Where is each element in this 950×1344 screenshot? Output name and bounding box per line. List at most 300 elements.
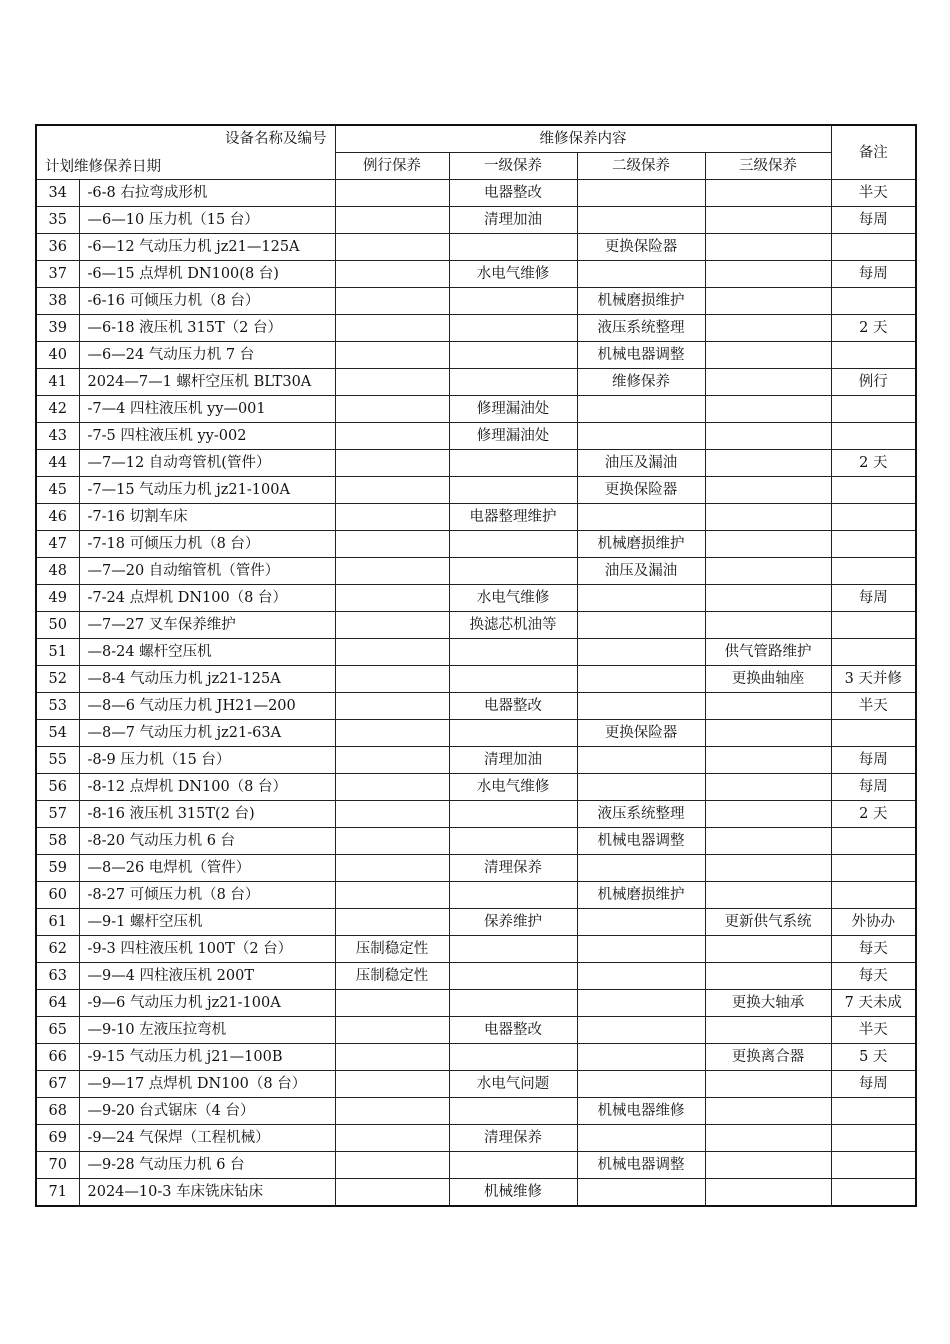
level1-cell: 修理漏油处 [449, 423, 577, 450]
equipment-name-cell: -8-9 压力机（15 台） [79, 747, 335, 774]
level3-cell [705, 1179, 831, 1207]
row-number-cell: 64 [36, 990, 79, 1017]
equipment-name-cell: -7-24 点焊机 DN100（8 台） [79, 585, 335, 612]
routine-cell [335, 585, 449, 612]
equipment-name-cell: -8-12 点焊机 DN100（8 台） [79, 774, 335, 801]
level3-cell: 更换大轴承 [705, 990, 831, 1017]
routine-cell [335, 531, 449, 558]
row-number-cell: 58 [36, 828, 79, 855]
remark-cell [831, 396, 916, 423]
level1-cell [449, 990, 577, 1017]
table-row [36, 396, 916, 423]
table-row [36, 1071, 916, 1098]
level1-cell: 清理加油 [449, 207, 577, 234]
row-number-cell: 68 [36, 1098, 79, 1125]
level1-cell [449, 720, 577, 747]
remark-cell: 每周 [831, 1071, 916, 1098]
row-number-cell: 37 [36, 261, 79, 288]
level1-cell [449, 342, 577, 369]
remark-cell [831, 855, 916, 882]
level1-cell: 电器整改 [449, 1017, 577, 1044]
maintenance-plan-table [35, 124, 917, 1207]
routine-cell [335, 315, 449, 342]
level2-cell [577, 180, 705, 207]
equipment-header: 设备名称及编号 [225, 131, 327, 147]
row-number-cell: 66 [36, 1044, 79, 1071]
level3-cell [705, 963, 831, 990]
level3-header: 三级保养 [705, 153, 831, 180]
row-number-cell: 35 [36, 207, 79, 234]
level2-header: 二级保养 [577, 153, 705, 180]
row-number-cell: 71 [36, 1179, 79, 1207]
equipment-name-cell: -9—6 气动压力机 jz21-100A [79, 990, 335, 1017]
level2-cell: 液压系统整理 [577, 315, 705, 342]
row-number-cell: 61 [36, 909, 79, 936]
row-number-cell: 49 [36, 585, 79, 612]
equipment-name-cell: —9-10 左液压拉弯机 [79, 1017, 335, 1044]
table-row [36, 1044, 916, 1071]
level1-cell [449, 666, 577, 693]
content-header: 维修保养内容 [335, 125, 831, 153]
table-row [36, 774, 916, 801]
row-number-cell: 45 [36, 477, 79, 504]
level3-cell [705, 828, 831, 855]
table-row [36, 558, 916, 585]
table-row [36, 261, 916, 288]
row-number-cell: 59 [36, 855, 79, 882]
routine-cell [335, 207, 449, 234]
remark-cell [831, 423, 916, 450]
level1-cell: 水电气问题 [449, 1071, 577, 1098]
table-row [36, 612, 916, 639]
remark-cell: 例行 [831, 369, 916, 396]
level2-cell: 机械电器维修 [577, 1098, 705, 1125]
row-number-cell: 36 [36, 234, 79, 261]
routine-cell [335, 504, 449, 531]
corner-header-cell [36, 125, 335, 180]
remark-cell [831, 1179, 916, 1207]
level2-cell [577, 990, 705, 1017]
table-row [36, 963, 916, 990]
table-row [36, 990, 916, 1017]
level1-cell [449, 1044, 577, 1071]
level3-cell [705, 585, 831, 612]
routine-cell [335, 450, 449, 477]
routine-cell [335, 288, 449, 315]
equipment-name-cell: -8-27 可倾压力机（8 台） [79, 882, 335, 909]
level2-cell [577, 774, 705, 801]
equipment-name-cell: —6-18 液压机 315T（2 台） [79, 315, 335, 342]
level1-cell [449, 963, 577, 990]
level1-cell [449, 639, 577, 666]
level1-cell [449, 531, 577, 558]
remark-cell: 5 天 [831, 1044, 916, 1071]
remark-cell: 半天 [831, 1017, 916, 1044]
remark-cell: 每天 [831, 963, 916, 990]
routine-cell [335, 234, 449, 261]
table-row [36, 1125, 916, 1152]
remark-cell: 2 天 [831, 450, 916, 477]
table-row [36, 342, 916, 369]
level1-cell: 清理加油 [449, 747, 577, 774]
level1-cell [449, 882, 577, 909]
table-row [36, 450, 916, 477]
level1-cell: 修理漏油处 [449, 396, 577, 423]
row-number-cell: 39 [36, 315, 79, 342]
equipment-name-cell: -6—12 气动压力机 jz21—125A [79, 234, 335, 261]
level3-cell [705, 1071, 831, 1098]
remark-cell: 外协办 [831, 909, 916, 936]
level2-cell: 油压及漏油 [577, 558, 705, 585]
level1-cell [449, 936, 577, 963]
level3-cell [705, 288, 831, 315]
equipment-name-cell: —8—7 气动压力机 jz21-63A [79, 720, 335, 747]
table-row [36, 747, 916, 774]
remark-cell [831, 1125, 916, 1152]
table-row [36, 477, 916, 504]
level3-cell [705, 612, 831, 639]
level2-cell [577, 423, 705, 450]
row-number-cell: 69 [36, 1125, 79, 1152]
table-row [36, 234, 916, 261]
row-number-cell: 43 [36, 423, 79, 450]
level2-cell [577, 1017, 705, 1044]
remark-header: 备注 [831, 125, 916, 180]
table-row [36, 1179, 916, 1207]
remark-cell: 每周 [831, 774, 916, 801]
level2-cell [577, 909, 705, 936]
level3-cell [705, 234, 831, 261]
level2-cell: 机械电器调整 [577, 342, 705, 369]
level2-cell [577, 747, 705, 774]
routine-cell [335, 855, 449, 882]
equipment-name-cell: —8—6 气动压力机 JH21—200 [79, 693, 335, 720]
routine-header: 例行保养 [335, 153, 449, 180]
table-row [36, 801, 916, 828]
level1-cell: 电器整改 [449, 180, 577, 207]
level2-cell [577, 855, 705, 882]
level2-cell: 更换保险器 [577, 477, 705, 504]
row-number-cell: 42 [36, 396, 79, 423]
level2-cell [577, 1044, 705, 1071]
table-row [36, 936, 916, 963]
routine-cell [335, 612, 449, 639]
table-row [36, 720, 916, 747]
remark-cell: 半天 [831, 180, 916, 207]
remark-cell: 每周 [831, 207, 916, 234]
row-number-cell: 47 [36, 531, 79, 558]
routine-cell [335, 1044, 449, 1071]
equipment-name-cell: —7—12 自动弯管机(管件） [79, 450, 335, 477]
level2-cell [577, 585, 705, 612]
routine-cell [335, 828, 449, 855]
equipment-name-cell: —7—20 自动缩管机（管件） [79, 558, 335, 585]
table-row [36, 1152, 916, 1179]
equipment-name-cell: —8—26 电焊机（管件） [79, 855, 335, 882]
routine-cell [335, 342, 449, 369]
level1-cell: 清理保养 [449, 1125, 577, 1152]
equipment-name-cell: -7-18 可倾压力机（8 台） [79, 531, 335, 558]
equipment-name-cell: —6—10 压力机（15 台） [79, 207, 335, 234]
table-row [36, 639, 916, 666]
level2-cell [577, 639, 705, 666]
routine-cell [335, 1017, 449, 1044]
level3-cell [705, 423, 831, 450]
remark-cell [831, 720, 916, 747]
row-number-cell: 50 [36, 612, 79, 639]
table-row [36, 855, 916, 882]
routine-cell [335, 423, 449, 450]
row-number-cell: 48 [36, 558, 79, 585]
level3-cell [705, 369, 831, 396]
equipment-name-cell: -7-16 切割车床 [79, 504, 335, 531]
level2-cell: 机械磨损维护 [577, 531, 705, 558]
level3-cell [705, 774, 831, 801]
equipment-name-cell: —9-20 台式锯床（4 台） [79, 1098, 335, 1125]
routine-cell: 压制稳定性 [335, 936, 449, 963]
level1-cell: 机械维修 [449, 1179, 577, 1207]
row-number-cell: 34 [36, 180, 79, 207]
table-row [36, 180, 916, 207]
level2-cell [577, 693, 705, 720]
level1-cell: 水电气维修 [449, 261, 577, 288]
routine-cell [335, 801, 449, 828]
level1-cell [449, 828, 577, 855]
remark-cell [831, 612, 916, 639]
remark-cell: 每周 [831, 747, 916, 774]
table-row [36, 288, 916, 315]
level3-cell [705, 315, 831, 342]
remark-cell [831, 477, 916, 504]
row-number-cell: 56 [36, 774, 79, 801]
level2-cell [577, 936, 705, 963]
level2-cell [577, 963, 705, 990]
level2-cell: 机械磨损维护 [577, 882, 705, 909]
remark-cell [831, 234, 916, 261]
table-row [36, 315, 916, 342]
row-number-cell: 40 [36, 342, 79, 369]
level2-cell [577, 207, 705, 234]
equipment-name-cell: -7—4 四柱液压机 yy—001 [79, 396, 335, 423]
level3-cell: 更换离合器 [705, 1044, 831, 1071]
level1-cell [449, 315, 577, 342]
level2-cell: 油压及漏油 [577, 450, 705, 477]
level1-cell [449, 1098, 577, 1125]
level1-cell: 水电气维修 [449, 585, 577, 612]
level2-cell [577, 396, 705, 423]
equipment-name-cell: —8-24 螺杆空压机 [79, 639, 335, 666]
equipment-name-cell: —9—4 四柱液压机 200T [79, 963, 335, 990]
level2-cell: 机械电器调整 [577, 828, 705, 855]
level1-cell [449, 801, 577, 828]
row-number-cell: 65 [36, 1017, 79, 1044]
routine-cell: 压制稳定性 [335, 963, 449, 990]
equipment-name-cell: 2024—7—1 螺杆空压机 BLT30A [79, 369, 335, 396]
routine-cell [335, 639, 449, 666]
remark-cell: 每天 [831, 936, 916, 963]
routine-cell [335, 882, 449, 909]
level3-cell [705, 180, 831, 207]
equipment-name-cell: -6-8 右拉弯成形机 [79, 180, 335, 207]
routine-cell [335, 693, 449, 720]
level2-cell: 维修保养 [577, 369, 705, 396]
level3-cell [705, 855, 831, 882]
level1-cell: 清理保养 [449, 855, 577, 882]
equipment-name-cell: —6—24 气动压力机 7 台 [79, 342, 335, 369]
level3-cell [705, 882, 831, 909]
level1-cell [449, 1152, 577, 1179]
routine-cell [335, 747, 449, 774]
level3-cell [705, 1017, 831, 1044]
table-row [36, 504, 916, 531]
routine-cell [335, 1152, 449, 1179]
routine-cell [335, 180, 449, 207]
level2-cell [577, 1125, 705, 1152]
row-number-cell: 41 [36, 369, 79, 396]
equipment-name-cell: -9-3 四柱液压机 100T（2 台） [79, 936, 335, 963]
level2-cell: 机械电器调整 [577, 1152, 705, 1179]
level3-cell [705, 1098, 831, 1125]
row-number-cell: 54 [36, 720, 79, 747]
level1-cell [449, 450, 577, 477]
level3-cell [705, 1125, 831, 1152]
level1-cell [449, 288, 577, 315]
level2-cell [577, 261, 705, 288]
remark-cell: 2 天 [831, 801, 916, 828]
remark-cell: 半天 [831, 693, 916, 720]
level3-cell [705, 450, 831, 477]
level2-cell [577, 1071, 705, 1098]
routine-cell [335, 990, 449, 1017]
remark-cell: 每周 [831, 261, 916, 288]
row-number-cell: 38 [36, 288, 79, 315]
equipment-name-cell: —9—17 点焊机 DN100（8 台） [79, 1071, 335, 1098]
row-number-cell: 70 [36, 1152, 79, 1179]
equipment-name-cell: -7—15 气动压力机 jz21-100A [79, 477, 335, 504]
equipment-name-cell: -7-5 四柱液压机 yy-002 [79, 423, 335, 450]
equipment-name-cell: —9-1 螺杆空压机 [79, 909, 335, 936]
level1-cell: 水电气维修 [449, 774, 577, 801]
remark-cell [831, 531, 916, 558]
level3-cell [705, 720, 831, 747]
remark-cell [831, 558, 916, 585]
level3-cell [705, 801, 831, 828]
level2-cell: 更换保险器 [577, 720, 705, 747]
table-row [36, 1017, 916, 1044]
equipment-name-cell: -9—24 气保焊（工程机械） [79, 1125, 335, 1152]
routine-cell [335, 774, 449, 801]
remark-cell [831, 882, 916, 909]
level1-cell [449, 558, 577, 585]
routine-cell [335, 369, 449, 396]
remark-cell [831, 342, 916, 369]
level1-cell: 换滤芯机油等 [449, 612, 577, 639]
level3-cell [705, 342, 831, 369]
table-row [36, 207, 916, 234]
level3-cell [705, 1152, 831, 1179]
row-number-cell: 67 [36, 1071, 79, 1098]
routine-cell [335, 909, 449, 936]
level3-cell [705, 531, 831, 558]
row-number-cell: 53 [36, 693, 79, 720]
remark-cell: 每周 [831, 585, 916, 612]
equipment-name-cell: -8-20 气动压力机 6 台 [79, 828, 335, 855]
row-number-cell: 44 [36, 450, 79, 477]
remark-cell [831, 639, 916, 666]
level1-cell: 电器整改 [449, 693, 577, 720]
level2-cell: 更换保险器 [577, 234, 705, 261]
row-number-cell: 60 [36, 882, 79, 909]
routine-cell [335, 558, 449, 585]
row-number-cell: 51 [36, 639, 79, 666]
equipment-name-cell: -9-15 气动压力机 j21—100B [79, 1044, 335, 1071]
table-row [36, 666, 916, 693]
level3-cell: 供气管路维护 [705, 639, 831, 666]
row-number-cell: 63 [36, 963, 79, 990]
equipment-name-cell: —9-28 气动压力机 6 台 [79, 1152, 335, 1179]
remark-cell [831, 828, 916, 855]
level2-cell [577, 1179, 705, 1207]
equipment-name-cell: -6—15 点焊机 DN100(8 台) [79, 261, 335, 288]
remark-cell [831, 504, 916, 531]
row-number-cell: 52 [36, 666, 79, 693]
routine-cell [335, 1098, 449, 1125]
routine-cell [335, 1179, 449, 1207]
plan-date-header: 计划维修保养日期 [45, 159, 161, 175]
equipment-name-cell: —8-4 气动压力机 jz21-125A [79, 666, 335, 693]
level3-cell [705, 747, 831, 774]
level3-cell [705, 396, 831, 423]
remark-cell [831, 1152, 916, 1179]
level3-cell: 更换曲轴座 [705, 666, 831, 693]
routine-cell [335, 720, 449, 747]
level2-cell [577, 612, 705, 639]
remark-cell: 3 天并修 [831, 666, 916, 693]
row-number-cell: 57 [36, 801, 79, 828]
level1-cell [449, 234, 577, 261]
remark-cell: 2 天 [831, 315, 916, 342]
table-row [36, 423, 916, 450]
level1-cell [449, 477, 577, 504]
level1-header: 一级保养 [449, 153, 577, 180]
table-row [36, 693, 916, 720]
equipment-name-cell: 2024—10-3 车床铣床钻床 [79, 1179, 335, 1207]
table-row [36, 1098, 916, 1125]
level3-cell [705, 504, 831, 531]
table-row [36, 909, 916, 936]
level2-cell [577, 504, 705, 531]
equipment-name-cell: -8-16 液压机 315T(2 台) [79, 801, 335, 828]
table-row [36, 585, 916, 612]
level1-cell [449, 369, 577, 396]
remark-cell [831, 288, 916, 315]
routine-cell [335, 1125, 449, 1152]
level2-cell: 液压系统整理 [577, 801, 705, 828]
header-row-1 [36, 125, 916, 153]
level3-cell [705, 558, 831, 585]
level2-cell: 机械磨损维护 [577, 288, 705, 315]
level3-cell [705, 477, 831, 504]
row-number-cell: 62 [36, 936, 79, 963]
remark-cell: 7 天未成 [831, 990, 916, 1017]
table-row [36, 369, 916, 396]
remark-cell [831, 1098, 916, 1125]
level1-cell: 保养维护 [449, 909, 577, 936]
routine-cell [335, 396, 449, 423]
table-row [36, 882, 916, 909]
level3-cell [705, 261, 831, 288]
level3-cell [705, 693, 831, 720]
